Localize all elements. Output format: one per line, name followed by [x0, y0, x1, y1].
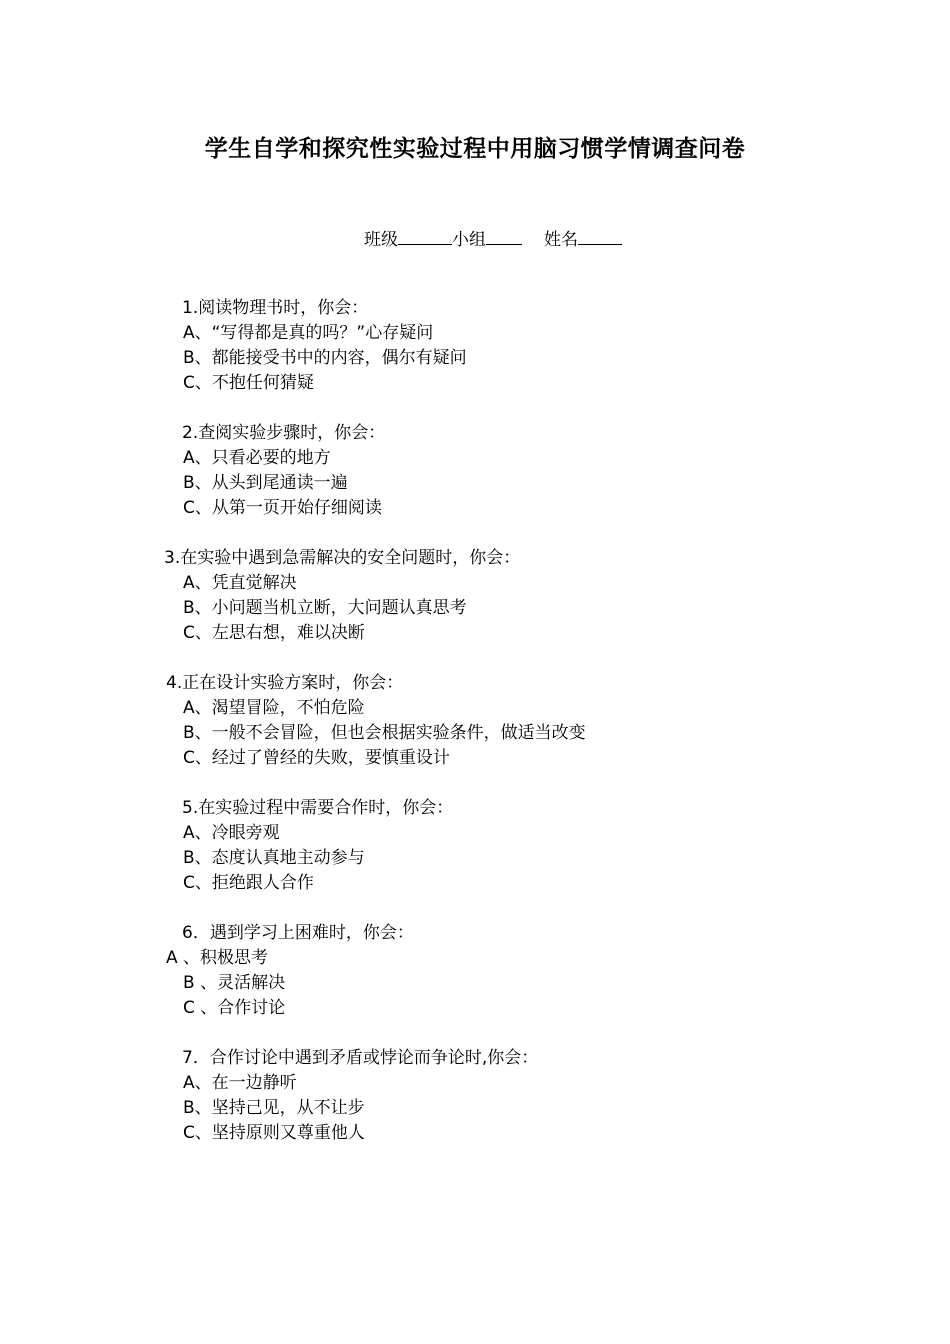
option-b[interactable]: B 、灵活解决: [183, 973, 286, 993]
question-text: 6．遇到学习上困难时，你会：: [182, 923, 414, 943]
group-label: 小组: [452, 230, 486, 250]
question-text: 7．合作讨论中遇到矛盾或悖论而争论时,你会：: [182, 1048, 539, 1068]
option-a[interactable]: A、冷眼旁观: [183, 823, 280, 843]
question-text: 2.查阅实验步骤时，你会：: [182, 423, 386, 443]
question-4: [0, 671, 950, 771]
option-a[interactable]: A、“写得都是真的吗？”心存疑问: [183, 323, 434, 343]
option-b[interactable]: B、坚持己见，从不让步: [183, 1098, 365, 1118]
option-c[interactable]: C、坚持原则又尊重他人: [183, 1123, 365, 1143]
class-label: 班级: [364, 230, 398, 250]
option-c[interactable]: C、不抱任何猜疑: [183, 373, 314, 393]
question-text: 5.在实验过程中需要合作时，你会：: [182, 798, 454, 818]
question-5: [0, 796, 950, 896]
question-list: [0, 296, 950, 1171]
option-c[interactable]: C、经过了曾经的失败，要慎重设计: [183, 748, 450, 768]
question-6: [0, 921, 950, 1021]
question-text: 4.正在设计实验方案时，你会：: [166, 673, 404, 693]
page-title: 学生自学和探究性实验过程中用脑习惯学情调查问卷: [204, 136, 746, 162]
option-b[interactable]: B、一般不会冒险，但也会根据实验条件，做适当改变: [183, 723, 586, 743]
class-blank[interactable]: [398, 224, 452, 245]
question-text: 1.阅读物理书时，你会：: [182, 298, 369, 318]
option-a[interactable]: A、凭直觉解决: [183, 573, 297, 593]
question-2: [0, 421, 950, 521]
option-c[interactable]: C、从第一页开始仔细阅读: [183, 498, 382, 518]
option-b[interactable]: B、都能接受书中的内容，偶尔有疑问: [183, 348, 467, 368]
group-blank[interactable]: [486, 224, 522, 245]
question-text: 3.在实验中遇到急需解决的安全问题时，你会：: [164, 548, 521, 568]
question-1: [0, 296, 950, 396]
name-label: 姓名: [544, 230, 578, 250]
option-c[interactable]: C 、合作讨论: [183, 998, 286, 1018]
option-a[interactable]: A、只看必要的地方: [183, 448, 331, 468]
option-a[interactable]: A、在一边静听: [183, 1073, 297, 1093]
option-c[interactable]: C、左思右想，难以决断: [183, 623, 365, 643]
question-7: [0, 1046, 950, 1146]
option-b[interactable]: B、态度认真地主动参与: [183, 848, 365, 868]
name-blank[interactable]: [578, 224, 622, 245]
option-c[interactable]: C、拒绝跟人合作: [183, 873, 314, 893]
option-b[interactable]: B、小问题当机立断，大问题认真思考: [183, 598, 467, 618]
question-3: [0, 546, 950, 646]
student-info-line: [364, 224, 622, 253]
option-b[interactable]: B、从头到尾通读一遍: [183, 473, 348, 493]
option-a[interactable]: A、渴望冒险，不怕危险: [183, 698, 365, 718]
option-a[interactable]: A 、积极思考: [166, 948, 269, 968]
